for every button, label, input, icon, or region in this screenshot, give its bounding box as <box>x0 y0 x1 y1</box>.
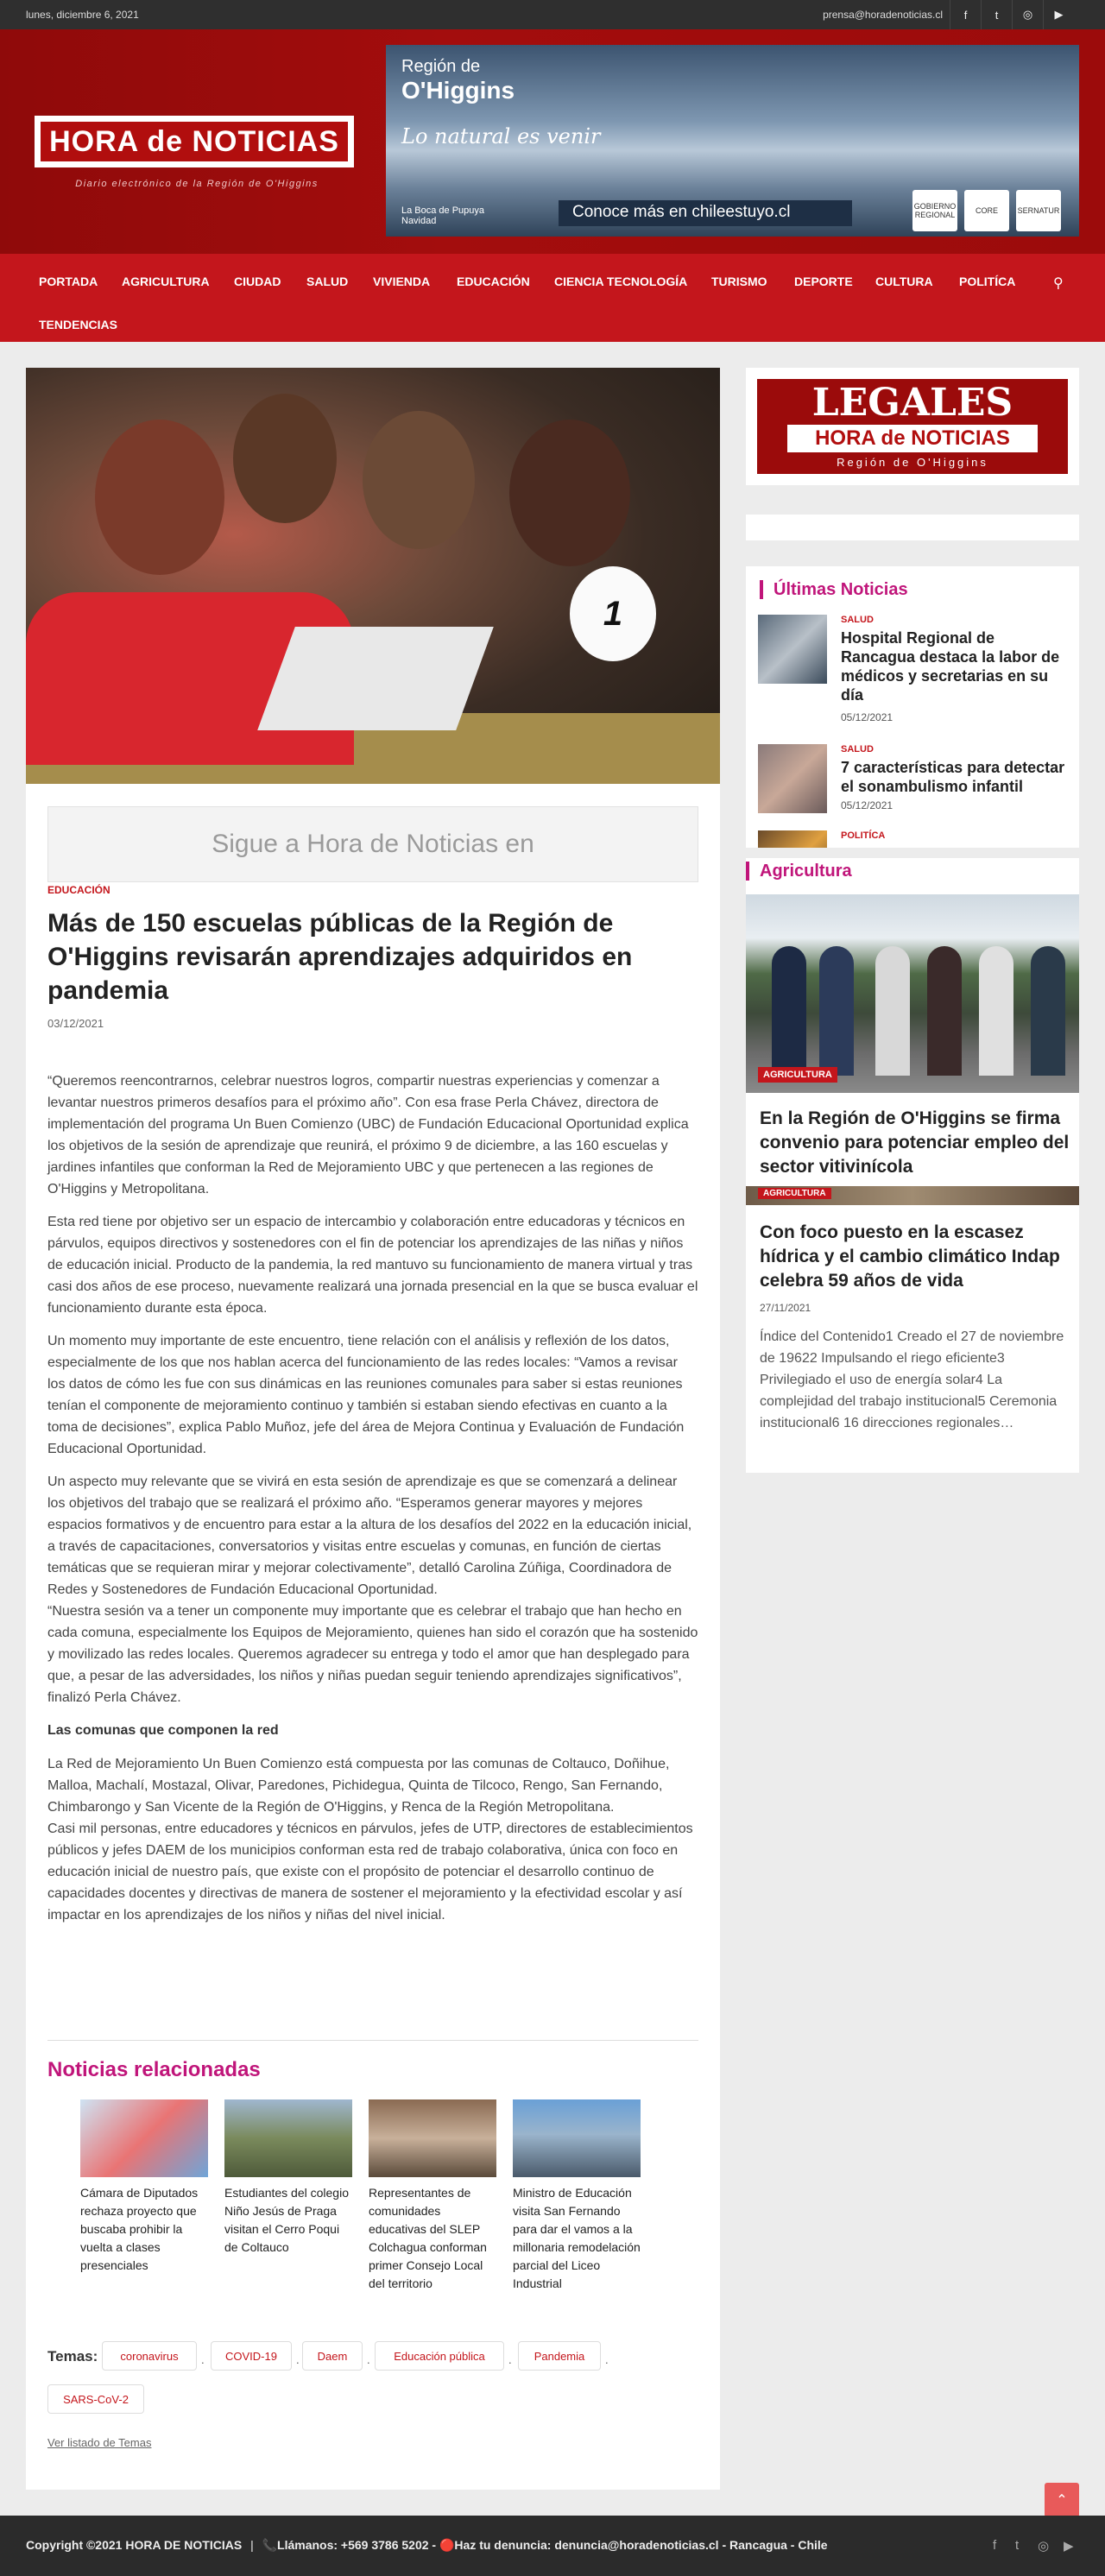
nav-item-salud[interactable]: SALUD <box>306 275 349 288</box>
latest-date: 05/12/2021 <box>841 711 893 723</box>
article-subheading: Las comunas que componen la red <box>47 1723 279 1738</box>
banner-location: La Boca de Pupuya Navidad <box>401 205 485 226</box>
article-paragraph: Esta red tiene por objetivo ser un espacio de intercambio y colaboración entre educadoras y técnicos en párvulos, equipos directivos y sostenedores con el fin de potenciar los aprendizajes de las niñas y niños de educación inicial. Producto de la pandemia, la red mantuvo su funcionamiento de manera virtual y tras casi dos años de ese proceso, nuevamente realizará una jornada presencial en la que se busca evaluar el funcionamiento durante esta época. <box>47 1215 698 1316</box>
latest-date: 05/12/2021 <box>841 799 893 811</box>
article-title: Más de 150 escuelas públicas de la Región de O'Higgins revisarán aprendizajes adquiridos en pandemia <box>47 909 633 1005</box>
latest-title[interactable]: 7 características para detectar el sonambulismo infantil <box>841 759 1065 795</box>
article-hero-image <box>26 368 720 784</box>
empty-widget <box>746 515 1079 540</box>
nav-item-ciencia-tecnologia[interactable]: CIENCIA TECNOLOGÍA <box>554 275 688 288</box>
tag-link[interactable]: SARS-CoV-2 <box>47 2384 144 2414</box>
related-caption[interactable]: Cámara de Diputados rechaza proyecto que buscaba prohibir la vuelta a clases presenciales <box>80 2186 199 2272</box>
agriculture-headline[interactable]: En la Región de O'Higgins se firma convenio para potenciar empleo del sector vitivinícola <box>760 1108 1070 1177</box>
related-thumb[interactable] <box>80 2099 208 2177</box>
tag-link[interactable]: coronavirus <box>102 2341 197 2371</box>
copyright: Copyright ©2021 HORA DE NOTICIAS <box>26 2538 243 2552</box>
article-paragraph: “Queremos reencontrarnos, celebrar nuestros logros, compartir nuestras experiencias y comenzar a levantar nuestros primeros desafíos para el próximo año”. Con esa frase Perla Chávez, directora de implementación del programa Un Buen Comienzo (UBC) de Fundación Educacional Oportunidad explica los objetivos de la sesión de aprendizaje que reunirá, el próximo 9 de diciembre, a las 160 escuelas y jardines infantiles que conforman la Red de Mejoramiento UBC y que pertenecen a las regiones de O'Higgins y Metropolitana. <box>47 1074 689 1196</box>
related-caption[interactable]: Estudiantes del colegio Niño Jesús de Praga visitan el Cerro Poqui de Coltauco <box>224 2186 349 2254</box>
nav-item-agricultura[interactable]: AGRICULTURA <box>122 275 210 288</box>
tag-link[interactable]: COVID-19 <box>211 2341 292 2371</box>
banner-cta[interactable]: Conoce más en chileestuyo.cl <box>559 200 852 226</box>
tag-link[interactable]: Pandemia <box>518 2341 601 2371</box>
legales-region: Región de O'Higgins <box>837 456 988 469</box>
related-caption[interactable]: Representantes de comunidades educativas del SLEP Colchagua conforman primer Consejo Local del territorio <box>369 2186 487 2290</box>
site-header <box>0 29 1105 254</box>
youtube-icon[interactable]: ▶ <box>1064 2539 1074 2554</box>
agriculture-thumb-strip[interactable] <box>746 1186 1079 1205</box>
latest-thumb[interactable] <box>758 615 827 684</box>
article-paragraph: La Red de Mejoramiento Un Buen Comienzo está compuesta por las comunas de Coltauco, Doñihue, Malloa, Machalí, Mostazal, Olivar, Paredones, Pichidegua, Quinta de Tilcoco, Rengo, San Fernando, Chimbarongo y San Vicente de la Región de O'Higgins, y Renca de la Región Metropolitana. <box>47 1757 670 1815</box>
footer-text: Copyright ©2021 HORA DE NOTICIAS | 📞Llámanos: +569 3786 5202 - 🔴Haz tu denuncia: denuncia@horadenoticias.cl - Rancagua - Chile <box>26 2538 828 2552</box>
article-paragraph: Un momento muy importante de este encuentro, tiene relación con el análisis y reflexión de los datos, especialmente de los que nos hablan acerca del funcionamiento de las redes locales: “Vamos a revisar los datos de cómo les fue con sus dinámicas en las reuniones comunales para saber si estas reuniones tenían el componente de mejoramiento continuo y también si estaban siendo efectivas en cuanto a la toma de decisiones”, explica Pablo Muñoz, jefe del área de Mejora Continua y Evaluación de Fundación Educacional Oportunidad. <box>47 1334 685 1456</box>
view-all-tags-link[interactable]: Ver listado de Temas <box>47 2436 152 2449</box>
legales-title: LEGALES <box>811 381 1013 425</box>
footer-report[interactable]: 🔴Haz tu denuncia: denuncia@horadenoticias.cl - Rancagua - Chile <box>439 2538 828 2552</box>
facebook-icon[interactable]: f <box>993 2538 997 2553</box>
nav-item-educacion[interactable]: EDUCACIÓN <box>457 275 530 288</box>
logo-subtitle: Diario electrónico de la Región de O'Higgins <box>75 179 319 189</box>
article-paragraph: Casi mil personas, entre educadores y técnicos en párvulos, jefes de UTP, directores de establecimientos públicos y jefes DAEM de los municipios conforman esta red de trabajo colaborativa, única con foco en educación inicial de nuestro país, que existe con el propósito de potenciar el desarrollo continuo de capacidades docentes y directivas de manera de sostener el mejoramiento y la efectividad escolar y así impactar en los aprendizajes de los niños y niñas del nivel inicial. <box>47 1822 693 1923</box>
footer-phone: 📞Llámanos: +569 3786 5202 - <box>262 2538 437 2552</box>
nav-item-tendencias[interactable]: TENDENCIAS <box>39 318 118 331</box>
agriculture-badge[interactable]: AGRICULTURA <box>758 1067 837 1083</box>
nav-item-turismo[interactable]: TURISMO <box>711 275 767 288</box>
agriculture-headline[interactable]: Con foco puesto en la escasez hídrica y el cambio climático Indap celebra 59 años de vida <box>760 1222 1060 1291</box>
latest-title[interactable]: Hospital Regional de Rancagua destaca la labor de médicos y secretarias en su día <box>841 629 1060 704</box>
banner-badge: GOBIERNO REGIONAL <box>912 190 957 231</box>
agriculture-badge[interactable]: AGRICULTURA <box>758 1188 831 1199</box>
nav-item-deporte[interactable]: DEPORTE <box>794 275 853 288</box>
twitter-icon[interactable]: t <box>981 0 1012 29</box>
latest-news-item[interactable] <box>758 744 1069 813</box>
follow-us-box: Sigue a Hora de Noticias en <box>47 806 698 882</box>
related-item[interactable] <box>224 2099 352 2257</box>
article-paragraph: “Nuestra sesión va a tener un componente muy importante que es celebrar el trabajo que han hecho en cada comuna, especialmente los Equipos de Mejoramiento, quienes han sido el corazón que ha sostenido y movilizado las redes locales. Queremos agradecer su entrega y todo el amor que han desplegado para que, a pesar de las adversidades, los niños y niñas puedan seguir teniendo aprendizajes significativos”, finalizó Perla Chávez. <box>47 1604 698 1705</box>
top-bar <box>0 0 1105 29</box>
agriculture-date: 27/11/2021 <box>760 1302 811 1314</box>
related-news-title: Noticias relacionadas <box>47 2058 261 2081</box>
tag-link[interactable]: Daem <box>302 2341 363 2371</box>
arrow-up-icon[interactable]: ⌃ <box>1045 2483 1079 2517</box>
table-number-sign: 1 <box>570 566 656 661</box>
latest-news-title: Últimas Noticias <box>760 580 908 599</box>
facebook-icon[interactable]: f <box>950 0 981 29</box>
related-caption[interactable]: Ministro de Educación visita San Fernando para dar el vamos a la millonaria remodelación parcial del Liceo Industrial <box>513 2186 641 2290</box>
agriculture-widget <box>746 858 1079 1473</box>
search-icon[interactable]: ⚲ <box>1053 276 1064 291</box>
legales-widget[interactable] <box>746 368 1079 485</box>
tags-label: Temas: <box>47 2348 98 2364</box>
youtube-icon[interactable]: ▶ <box>1043 0 1074 29</box>
twitter-icon[interactable]: t <box>1015 2538 1020 2553</box>
latest-category[interactable]: SALUD <box>841 615 874 625</box>
legales-banner[interactable] <box>757 379 1068 474</box>
related-thumb[interactable] <box>224 2099 352 2177</box>
logo-text: HORA de NOTICIAS <box>41 122 348 161</box>
article-paragraph: Un aspecto muy relevante que se vivirá en esta sesión de aprendizaje es que se comenzará a delinear los objetivos del trabajo que se realizará el próximo año. “Esperamos generar mayores y mejores espacios formativos y de encuentro para estar a la altura de los desafíos del 2022 en la educación inicial, a través de capacitaciones, conversatorios y visitas entre escuelas y comunas, en función de ciertas temáticas que se requieran mirar y mejorar colectivamente”, detalló Carolina Zúñiga, Coordinadora de Redes y Sostenedores de Fundación Educacional Oportunidad. <box>47 1474 692 1597</box>
related-item[interactable] <box>80 2099 208 2275</box>
banner-badge: CORE <box>964 190 1009 231</box>
article-category[interactable]: EDUCACIÓN <box>47 884 110 896</box>
instagram-icon[interactable]: ◎ <box>1012 0 1043 29</box>
nav-item-portada[interactable]: PORTADA <box>39 275 98 288</box>
related-thumb[interactable] <box>369 2099 496 2177</box>
article-body <box>47 1070 698 1937</box>
instagram-icon[interactable]: ◎ <box>1038 2539 1050 2554</box>
banner-region-logo: Región de O'Higgins <box>401 57 515 104</box>
press-email-link[interactable]: prensa@horadenoticias.cl <box>823 9 943 21</box>
agriculture-excerpt: Índice del Contenido1 Creado el 27 de noviembre de 19622 Impulsando el riego eficiente3 Privilegiado el uso de energía solar4 La complejidad del trabajo institucional5 Ceremonia institucional6 16 direcciones regionales… <box>760 1329 1064 1430</box>
article-container: 1 Sigue a Hora de Noticias en EDUCACIÓN Más de 150 escuelas públicas de la Región de O'Higgins revisarán aprendizajes adquiridos en pandemia 03/12/2021 “Queremos reencontrarnos, celebrar nuestros logros, compartir nuestras experiencias y comenzar a levantar nuestros primeros desafíos para el próximo año”. Con esa frase Perla Chávez, directora de implementación del programa Un Buen Comienzo (UBC) de Fundación Educacional Oportunidad explica los objetivos de la sesión de aprendizaje que reunirá, el próximo 9 de diciembre, a las 160 escuelas y jardines infantiles que conforman la Red de Mejoramiento UBC y que pertenecen a las regiones de O'Higgins y Metropolitana. Esta red tiene por objetivo ser un espacio de intercambio y colaboración entre educadoras y técnicos en párvulos, equipos directivos y sostenedores con el fin de potenciar los aprendizajes de las niñas y niños de educación inicial. Producto de la pandemia, la red mantuvo su funcionamiento de manera virtual y tras casi dos años de ese proceso, nuevamente realizará una jornada presencial en la que se busca evaluar el funcionamiento durante esta época. Un momento muy importante de este encuentro, tiene relación con el análisis y reflexión de los datos, especialmente de los que nos hablan acerca del funcionamiento de las redes locales: “Vamos a revisar los datos de cómo les fue con sus dinámicas en las reuniones comunales para saber si estas reuniones tenían el componente de mejoramiento continuo y también si estaban siendo efectivas en cuanto a la toma de decisiones”, explica Pablo Muñoz, jefe del área de Mejora Continua y Evaluación de Fundación Educacional Oportunidad. Un aspecto muy relevante que se vivirá en esta sesión de aprendizaje es que se comenzará a delinear los objetivos del trabajo que se realizará el próximo año. “Esperamos generar mayores y mejores espacios formativos y de encuentro para estar a la altura de los desafíos del 2022 en la educación inicial, a través de capacitaciones, conversatorios y visitas entre escuelas y comunas, en función de ciertas temáticas que se requieran mirar y mejorar colectivamente”, detalló Carolina Zúñiga, Coordinadora de Redes y Sostenedores de Fundación Educacional Oportunidad. “Nuestra sesión va a tener un componente muy importante que es celebrar el trabajo que han hecho en cada comuna, especialmente los Equipos de Mejoramiento, quienes han sido el corazón que ha sostenido y movilizado las redes locales. Queremos agradecer su entrega y todo el amor que han desplegado para que, a pesar de las adversidades, los niños y niñas puedan seguir teniendo aprendizajes significativos”, finalizó Perla Chávez. Las comunas que componen la red La Red de Mejoramiento Un Buen Comienzo está compuesta por las comunas de Coltauco, Doñihue, Malloa, Machalí, Mostazal, Olivar, Paredones, Pichidegua, Quinta de Tilcoco, Rengo, San Fernando, Chimbarongo y San Vicente de la Región de O'Higgins, y Renca de la Región Metropolitana. Casi mil personas, entre educadores y técnicos en párvulos, jefes de UTP, directores de establecimientos públicos y jefes DAEM de los municipios conforman esta red de trabajo colaborativa, única con foco en educación inicial de nuestro país, que existe con el propósito de potenciar el desarrollo continuo de capacidades docentes y directivas de manera de sostener el mejoramiento y la efectividad escolar y así impactar en los aprendizajes de los niños y niñas del nivel inicial. Noticias relacionadas Cámara de Diputados rechaza proyecto que buscaba prohibir la vuelta a clases presenciales Estudiantes del colegio Niño Jesús de Praga visitan el Cerro Poqui de Coltauco Representantes de comunidades educativas del SLEP Colchagua conforman primer Consejo Local del territorio Ministro de Educación visita San Fernando para dar el vamos a la millonaria remodelación parcial del Liceo Industrial Temas: coronavirus . COVID-19 . Daem . Educación pública . Pandemia . SARS-CoV-2 Ver listado de Temas <box>26 368 720 2490</box>
nav-item-ciudad[interactable]: CIUDAD <box>234 275 281 288</box>
site-footer <box>0 2516 1105 2576</box>
legales-logo: HORA de NOTICIAS <box>787 425 1038 452</box>
latest-category[interactable]: SALUD <box>841 744 874 754</box>
latest-thumb[interactable] <box>758 744 827 813</box>
main-nav <box>0 254 1105 342</box>
latest-news-item[interactable] <box>758 615 1069 723</box>
nav-item-cultura[interactable]: CULTURA <box>875 275 933 288</box>
agriculture-title[interactable]: Agricultura <box>746 862 852 881</box>
banner-badge: SERNATUR <box>1016 190 1061 231</box>
divider <box>47 2040 698 2041</box>
banner-tagline: Lo natural es venir <box>401 124 601 148</box>
current-date: lunes, diciembre 6, 2021 <box>26 9 139 21</box>
related-thumb[interactable] <box>513 2099 641 2177</box>
latest-news-widget <box>746 566 1079 848</box>
tourism-banner-ad[interactable] <box>386 45 1079 237</box>
tag-link[interactable]: Educación pública <box>375 2341 504 2371</box>
nav-item-vivienda[interactable]: VIVIENDA <box>373 275 431 288</box>
article-date: 03/12/2021 <box>47 1017 104 1030</box>
agriculture-image[interactable] <box>746 894 1079 1093</box>
latest-thumb[interactable] <box>758 830 827 848</box>
latest-news-item[interactable] <box>758 830 1069 848</box>
latest-category[interactable]: POLITÍCA <box>841 830 886 841</box>
site-logo[interactable] <box>35 116 354 189</box>
related-item[interactable] <box>513 2099 641 2293</box>
related-item[interactable] <box>369 2099 496 2293</box>
nav-item-politica[interactable]: POLITÍCA <box>959 275 1016 288</box>
